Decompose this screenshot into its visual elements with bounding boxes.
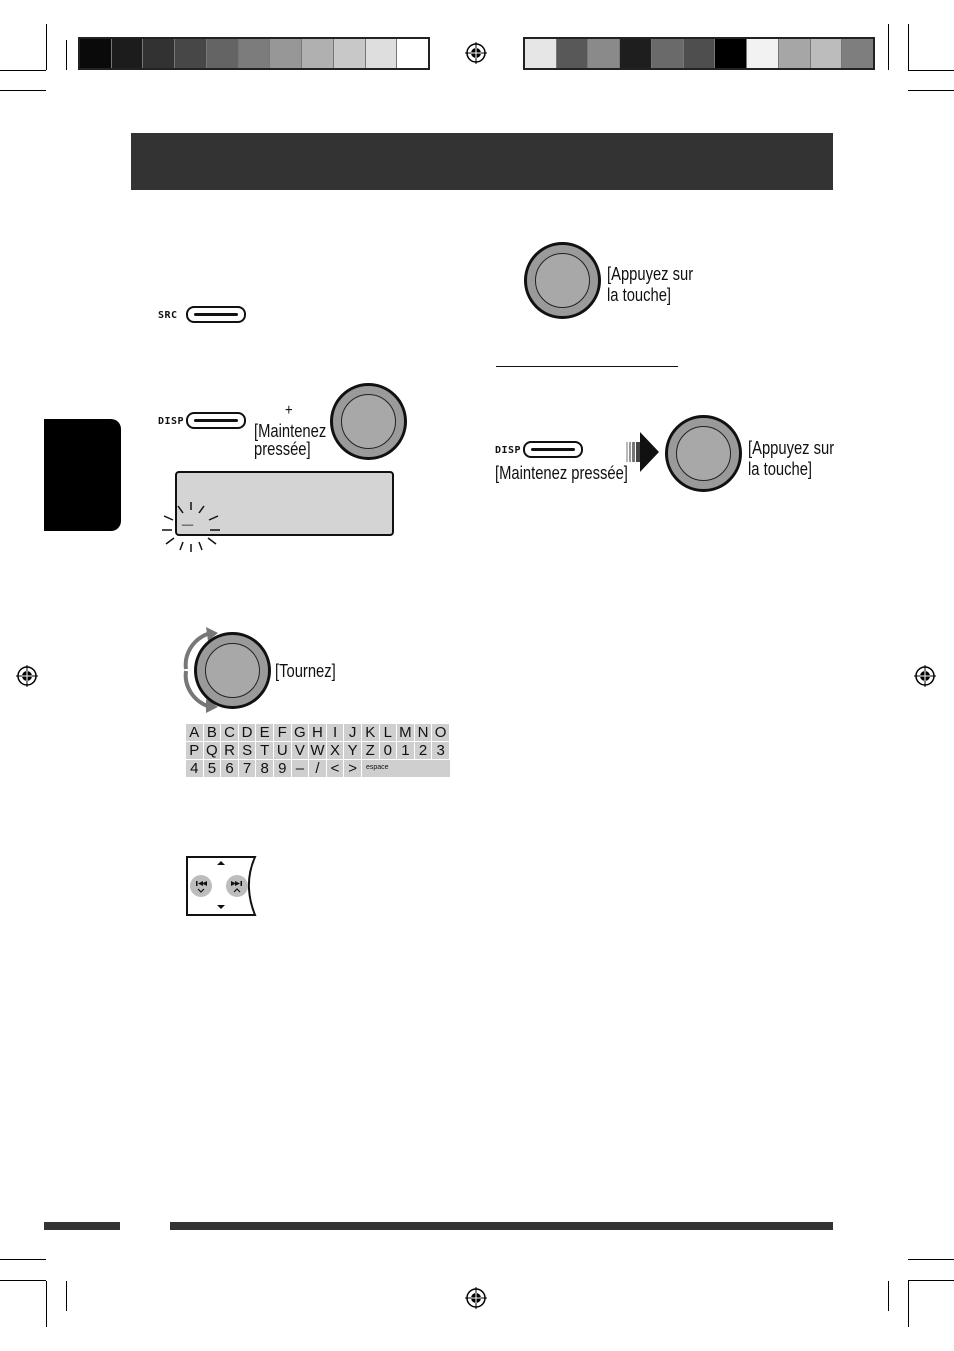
turn-caption: [Tournez] <box>275 661 336 681</box>
footer-rule-bar <box>170 1222 833 1230</box>
char-cell: 7 <box>239 760 257 777</box>
press-caption-line1: [Appuyez sur <box>607 264 694 284</box>
crop-mark-icon <box>0 90 46 91</box>
char-cell: K <box>362 724 380 741</box>
crop-mark-icon <box>908 70 954 71</box>
next-track-icon[interactable] <box>229 878 245 894</box>
crop-mark-icon <box>66 40 67 70</box>
char-cell: < <box>327 760 345 777</box>
hold-caption-right: [Maintenez pressée] <box>495 463 628 483</box>
plus-sign: + <box>285 402 293 419</box>
language-side-tab <box>44 419 121 531</box>
char-cell: B <box>204 724 222 741</box>
section-header-bar <box>131 133 833 190</box>
char-cell: F <box>274 724 292 741</box>
char-cell: V <box>292 742 310 759</box>
crop-mark-icon <box>46 1281 47 1327</box>
right-strip-swatch <box>747 39 779 68</box>
char-cell: Z <box>362 742 380 759</box>
crop-mark-icon <box>888 1281 889 1311</box>
char-cell: C <box>221 724 239 741</box>
char-cell: 9 <box>274 760 292 777</box>
left-strip-swatch <box>112 39 144 68</box>
disp-button-right[interactable] <box>523 441 583 458</box>
char-cell: A <box>186 724 204 741</box>
right-color-strip <box>523 37 875 70</box>
char-cell: N <box>415 724 433 741</box>
crop-mark-icon <box>908 90 954 91</box>
char-cell: 3 <box>432 742 450 759</box>
char-cell: O <box>432 724 450 741</box>
right-strip-swatch <box>684 39 716 68</box>
crop-mark-icon <box>0 1259 46 1260</box>
right-strip-swatch <box>779 39 811 68</box>
footer-page-bar <box>44 1222 120 1230</box>
hold-caption-line1: [Maintenez <box>254 421 327 441</box>
char-cell: U <box>274 742 292 759</box>
char-cell: H <box>309 724 327 741</box>
press-caption-line2: la touche] <box>607 285 672 305</box>
char-cell: X <box>327 742 345 759</box>
char-cell: 1 <box>397 742 415 759</box>
char-cell: E <box>256 724 274 741</box>
left-strip-swatch <box>302 39 334 68</box>
right-strip-swatch <box>525 39 557 68</box>
crop-mark-icon <box>0 1280 46 1281</box>
char-cell: T <box>256 742 274 759</box>
crop-mark-icon <box>908 1280 954 1281</box>
crop-mark-icon <box>888 24 889 70</box>
registration-mark-icon <box>465 42 487 64</box>
press-caption2-line1: [Appuyez sur <box>748 438 835 458</box>
control-dial-press[interactable] <box>524 242 601 319</box>
registration-mark-icon <box>914 665 936 687</box>
char-cell: J <box>344 724 362 741</box>
left-strip-swatch <box>270 39 302 68</box>
arrow-right-icon <box>626 432 660 472</box>
disp-button-label: DISP <box>158 416 185 427</box>
char-row-3 <box>186 760 451 777</box>
control-dial-turn[interactable] <box>194 632 271 709</box>
char-cell: D <box>239 724 257 741</box>
control-dial[interactable] <box>330 383 407 460</box>
char-row-1 <box>186 724 451 741</box>
right-strip-swatch <box>842 39 873 68</box>
crop-mark-icon <box>66 1281 67 1311</box>
char-cell: M <box>397 724 415 741</box>
crop-mark-icon <box>908 24 909 70</box>
left-color-strip <box>78 37 430 70</box>
left-strip-swatch <box>397 39 428 68</box>
char-cell: Q <box>204 742 222 759</box>
right-strip-swatch <box>811 39 843 68</box>
char-row-2 <box>186 742 451 759</box>
char-cell: / <box>309 760 327 777</box>
char-cell: 6 <box>221 760 239 777</box>
crop-mark-icon <box>0 70 46 71</box>
left-strip-swatch <box>80 39 112 68</box>
lcd-cursor: _ <box>182 506 194 528</box>
right-strip-swatch <box>715 39 747 68</box>
left-strip-swatch <box>175 39 207 68</box>
disp-button-label-right: DISP <box>495 445 522 456</box>
left-strip-swatch <box>366 39 398 68</box>
src-button-label: SRC <box>158 310 178 321</box>
right-strip-swatch <box>588 39 620 68</box>
char-cell: 0 <box>380 742 398 759</box>
section-underline <box>496 366 678 367</box>
char-cell-space: espace <box>362 760 451 777</box>
registration-mark-icon <box>16 665 38 687</box>
char-cell: > <box>344 760 362 777</box>
char-cell: L <box>380 724 398 741</box>
char-cell: 5 <box>204 760 222 777</box>
char-cell: 2 <box>415 742 433 759</box>
char-cell: 8 <box>256 760 274 777</box>
left-strip-swatch <box>143 39 175 68</box>
registration-mark-icon <box>465 1287 487 1309</box>
char-cell: – <box>292 760 310 777</box>
left-strip-swatch <box>207 39 239 68</box>
char-cell: P <box>186 742 204 759</box>
crop-mark-icon <box>46 24 47 70</box>
disp-button[interactable] <box>186 412 246 429</box>
left-strip-swatch <box>334 39 366 68</box>
right-strip-swatch <box>557 39 589 68</box>
right-strip-swatch <box>652 39 684 68</box>
character-grid <box>186 724 451 778</box>
char-cell: W <box>309 742 327 759</box>
right-strip-swatch <box>620 39 652 68</box>
char-cell: I <box>327 724 345 741</box>
char-cell: S <box>239 742 257 759</box>
press-caption2-line2: la touche] <box>748 459 813 479</box>
char-cell: 4 <box>186 760 204 777</box>
left-strip-swatch <box>239 39 271 68</box>
char-cell: Y <box>344 742 362 759</box>
hold-caption-line2: pressée] <box>254 439 311 459</box>
prev-track-icon[interactable] <box>193 878 209 894</box>
crop-mark-icon <box>908 1259 954 1260</box>
crop-mark-icon <box>908 1281 909 1327</box>
control-dial-press-2[interactable] <box>665 415 742 492</box>
char-cell: G <box>292 724 310 741</box>
src-button[interactable] <box>186 306 246 323</box>
char-cell: R <box>221 742 239 759</box>
